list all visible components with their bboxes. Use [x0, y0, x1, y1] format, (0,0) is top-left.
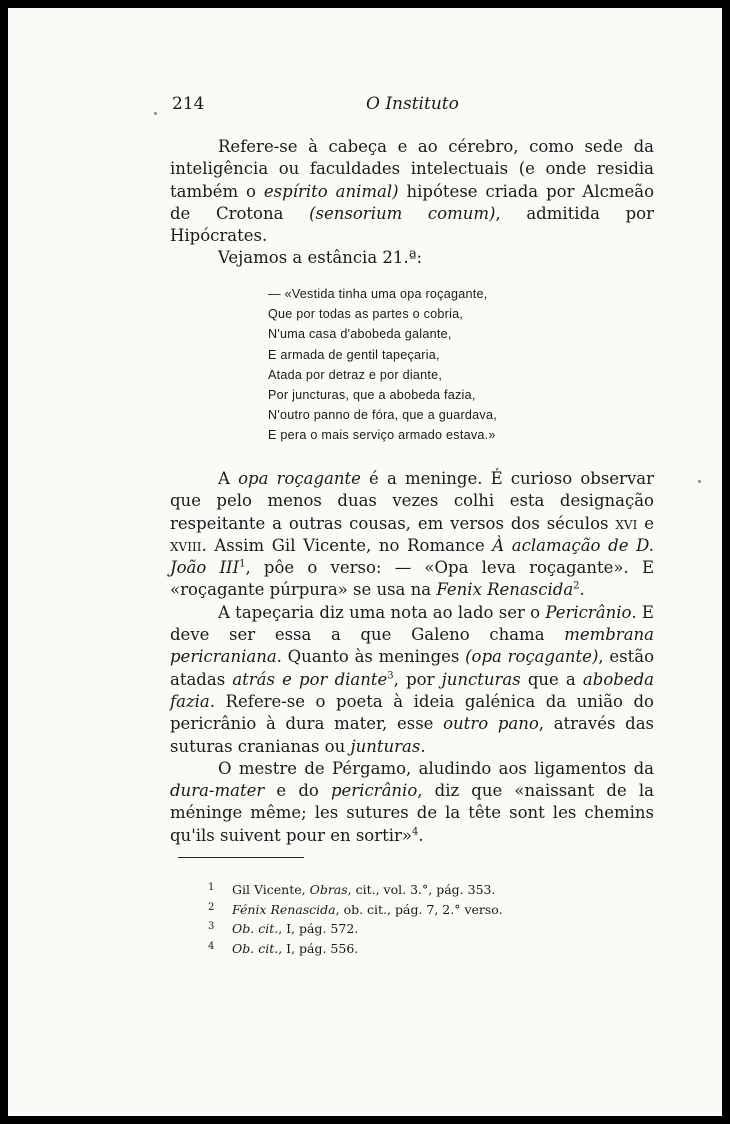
footnote-divider	[178, 857, 304, 858]
footnote-ref: 1	[239, 558, 246, 570]
body-text-bottom	[170, 468, 654, 847]
footnote-item: 1 Gil Vicente, Obras, cit., vol. 3.°, pág. 353.	[208, 882, 496, 897]
paragraph-2: Vejamos a estância 21.ª:	[218, 248, 423, 268]
paragraph-3: A opa roçagante é a meninge. É curioso observar que pelo menos duas vezes colhi esta designação respeitante a outras cousas, em versos dos séculos xvi e xviii. Assim Gil Vicente, no Romance À aclamação de D. João III$^1$, pôe o verso: — «Opa leva roçagante». E «roçagante púrpura» se usa na Fenix Renascida$^2$.	[170, 469, 654, 600]
footnote-item: 4 Ob. cit., I, pág. 556.	[208, 940, 359, 956]
verse-line: Por juncturas, que a abobeda fazia,	[268, 388, 476, 403]
paragraph-4: A tapeçaria diz uma nota ao lado ser o Pericrânio. E deve ser essa a que Galeno chama membrana pericraniana. Quanto às meninges (opa roçagante), estão atadas atrás e por diante$^3$, por juncturas que a abobeda fazia. Refere-se o poeta à ideia galénica da união do pericrânio à dura mater, esse outro pano, através das suturas cranianas ou junturas.	[170, 602, 655, 756]
verse-line: N'uma casa d'abobeda galante,	[268, 327, 452, 342]
paragraph-1: Refere-se à cabeça e ao cérebro, como sede da inteligência ou faculdades intelectuais (e onde residia também o espírito animal) hipótese criada por Alcmeão de Crotona (sensorium comum), admitida por Hipócrates.	[170, 137, 655, 246]
footnote-item: 3 Ob. cit., I, pág. 572.	[208, 921, 359, 937]
footnote-item: 2 Fénix Renascida, ob. cit., pág. 7, 2.° verso.	[208, 901, 503, 917]
ink-speck	[154, 112, 157, 115]
ink-speck	[698, 480, 701, 483]
body-text-top	[170, 136, 654, 270]
verse-line: Atada por detraz e por diante,	[268, 367, 443, 382]
running-title: O Instituto	[366, 94, 459, 114]
verse-line: Que por todas as partes o cobria,	[268, 307, 464, 322]
footnotes	[208, 880, 628, 958]
paragraph-5: O mestre de Pérgamo, aludindo aos ligamentos da dura-mater e do pericrânio, diz que «naissant de la méninge même; les sutures de la tête sont les chemins qu'ils suivent pour en sortir»$^4$.	[170, 758, 654, 845]
footnote-ref: 4	[412, 826, 419, 838]
page-header	[172, 94, 652, 118]
footnote-ref: 3	[387, 670, 394, 682]
verse-line: E armada de gentil tapeçaria,	[268, 347, 440, 362]
footnote-ref: 2	[573, 580, 580, 592]
verse-line: E pera o mais serviço armado estava.»	[268, 428, 496, 443]
verse-stanza	[268, 284, 588, 446]
verse-line: — «Vestida tinha uma opa roçagante,	[268, 287, 488, 301]
page-number: 214	[172, 94, 205, 114]
verse-line: N'outro panno de fóra, que a guardava,	[268, 408, 497, 423]
